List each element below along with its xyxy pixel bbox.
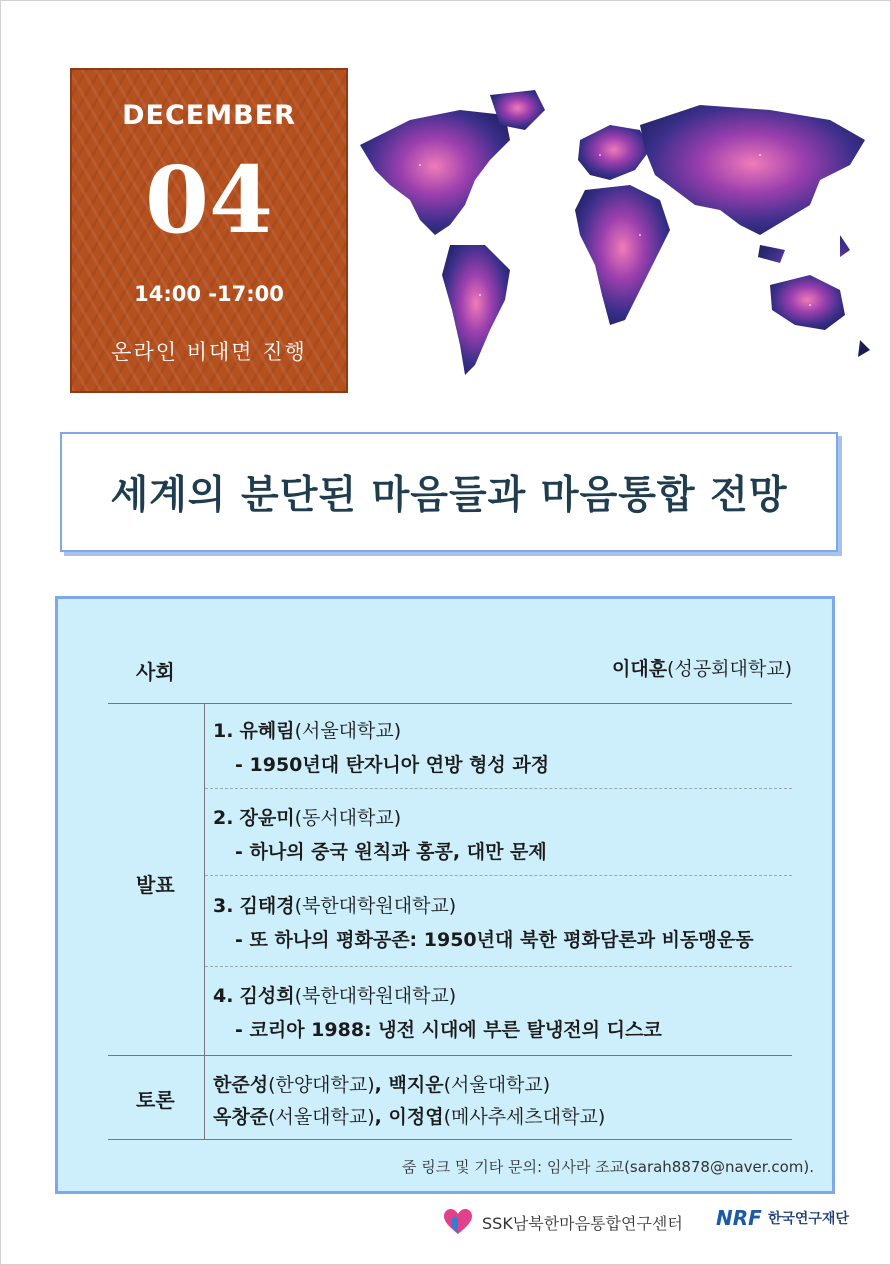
moderator-label: 사회 xyxy=(136,660,175,684)
heart-logo-icon xyxy=(442,1206,474,1238)
moderator-name: 이대훈 xyxy=(611,658,668,680)
event-time: 14:00 -17:00 xyxy=(134,282,284,306)
talk-item xyxy=(213,889,753,957)
talk-number: 2. xyxy=(213,807,234,829)
talk-affiliation: (서울대학교) xyxy=(294,720,402,742)
moderator-affiliation: (성공회대학교) xyxy=(667,658,792,680)
divider-top xyxy=(108,703,792,704)
talk-topic: - 또 하나의 평화공존: 1950년대 북한 평화담론과 비동맹운동 xyxy=(235,929,754,951)
talk-affiliation: (동서대학교) xyxy=(294,807,402,829)
talk-item xyxy=(213,801,547,869)
discussant-name: 백지운 xyxy=(388,1074,444,1096)
divider-dotted xyxy=(205,966,792,967)
program-box xyxy=(55,596,835,1194)
presentation-label: 발표 xyxy=(136,873,175,897)
date-block xyxy=(70,68,348,393)
discussion-panel xyxy=(213,1069,605,1133)
talk-affiliation: (북한대학원대학교) xyxy=(294,895,457,917)
nrf-logo-icon: NRF xyxy=(716,1206,762,1230)
title-box xyxy=(60,432,838,552)
moderator xyxy=(612,654,792,681)
contact-info: 줌 링크 및 기타 문의: 임사라 조교(sarah8878@naver.com). xyxy=(402,1158,814,1176)
divider-discussion xyxy=(108,1055,792,1056)
divider-bottom xyxy=(108,1139,792,1140)
ssk-logo-group xyxy=(442,1206,683,1238)
discussion-label: 토론 xyxy=(136,1088,175,1112)
ssk-center-name: SSK남북한마음통합연구센터 xyxy=(482,1213,683,1233)
talk-topic: - 코리아 1988: 냉전 시대에 부른 탈냉전의 디스코 xyxy=(235,1019,662,1041)
world-map-image xyxy=(340,85,880,385)
south-america-shape xyxy=(442,245,510,375)
europe-shape xyxy=(578,125,650,180)
event-mode: 온라인 비대면 진행 xyxy=(111,340,307,364)
talk-speaker: 장윤미 xyxy=(239,807,295,829)
australia-shape xyxy=(770,275,845,330)
talk-topic: - 1950년대 탄자니아 연방 형성 과정 xyxy=(235,754,550,776)
talk-number: 1. xyxy=(213,720,234,742)
discussant-affiliation: (메사추세츠대학교) xyxy=(443,1106,606,1128)
asia-shape xyxy=(640,105,865,235)
discussant-affiliation: (서울대학교) xyxy=(268,1106,375,1128)
talk-affiliation: (북한대학원대학교) xyxy=(294,985,457,1007)
divider-vertical xyxy=(204,704,205,1139)
talk-speaker: 유혜림 xyxy=(239,720,295,742)
talk-item xyxy=(213,714,549,782)
talk-number: 4. xyxy=(213,985,234,1007)
discussant-name: 이정엽 xyxy=(388,1106,444,1128)
discussant-affiliation: (서울대학교) xyxy=(443,1074,551,1096)
nrf-name: 한국연구재단 xyxy=(767,1211,849,1227)
event-title: 세계의 분단된 마음들과 마음통합 전망 xyxy=(110,473,788,518)
talk-speaker: 김태경 xyxy=(239,895,295,917)
talk-speaker: 김성희 xyxy=(239,985,295,1007)
discussant-affiliation: (한양대학교) xyxy=(268,1074,375,1096)
africa-shape xyxy=(575,185,670,325)
talk-topic: - 하나의 중국 원칙과 홍콩, 대만 문제 xyxy=(235,841,547,863)
separator: , xyxy=(374,1074,389,1096)
talk-number: 3. xyxy=(213,895,234,917)
discussion-line xyxy=(213,1101,605,1133)
event-month: DECEMBER xyxy=(122,100,296,131)
discussant-name: 한준성 xyxy=(213,1074,269,1096)
separator: , xyxy=(374,1106,389,1128)
talk-item xyxy=(213,979,662,1047)
nrf-logo-group xyxy=(716,1206,849,1230)
event-day: 04 xyxy=(144,146,274,254)
divider-dotted xyxy=(205,875,792,876)
divider-dotted xyxy=(205,788,792,789)
discussant-name: 옥창준 xyxy=(213,1106,269,1128)
discussion-line xyxy=(213,1069,605,1101)
north-america-shape xyxy=(360,110,510,235)
